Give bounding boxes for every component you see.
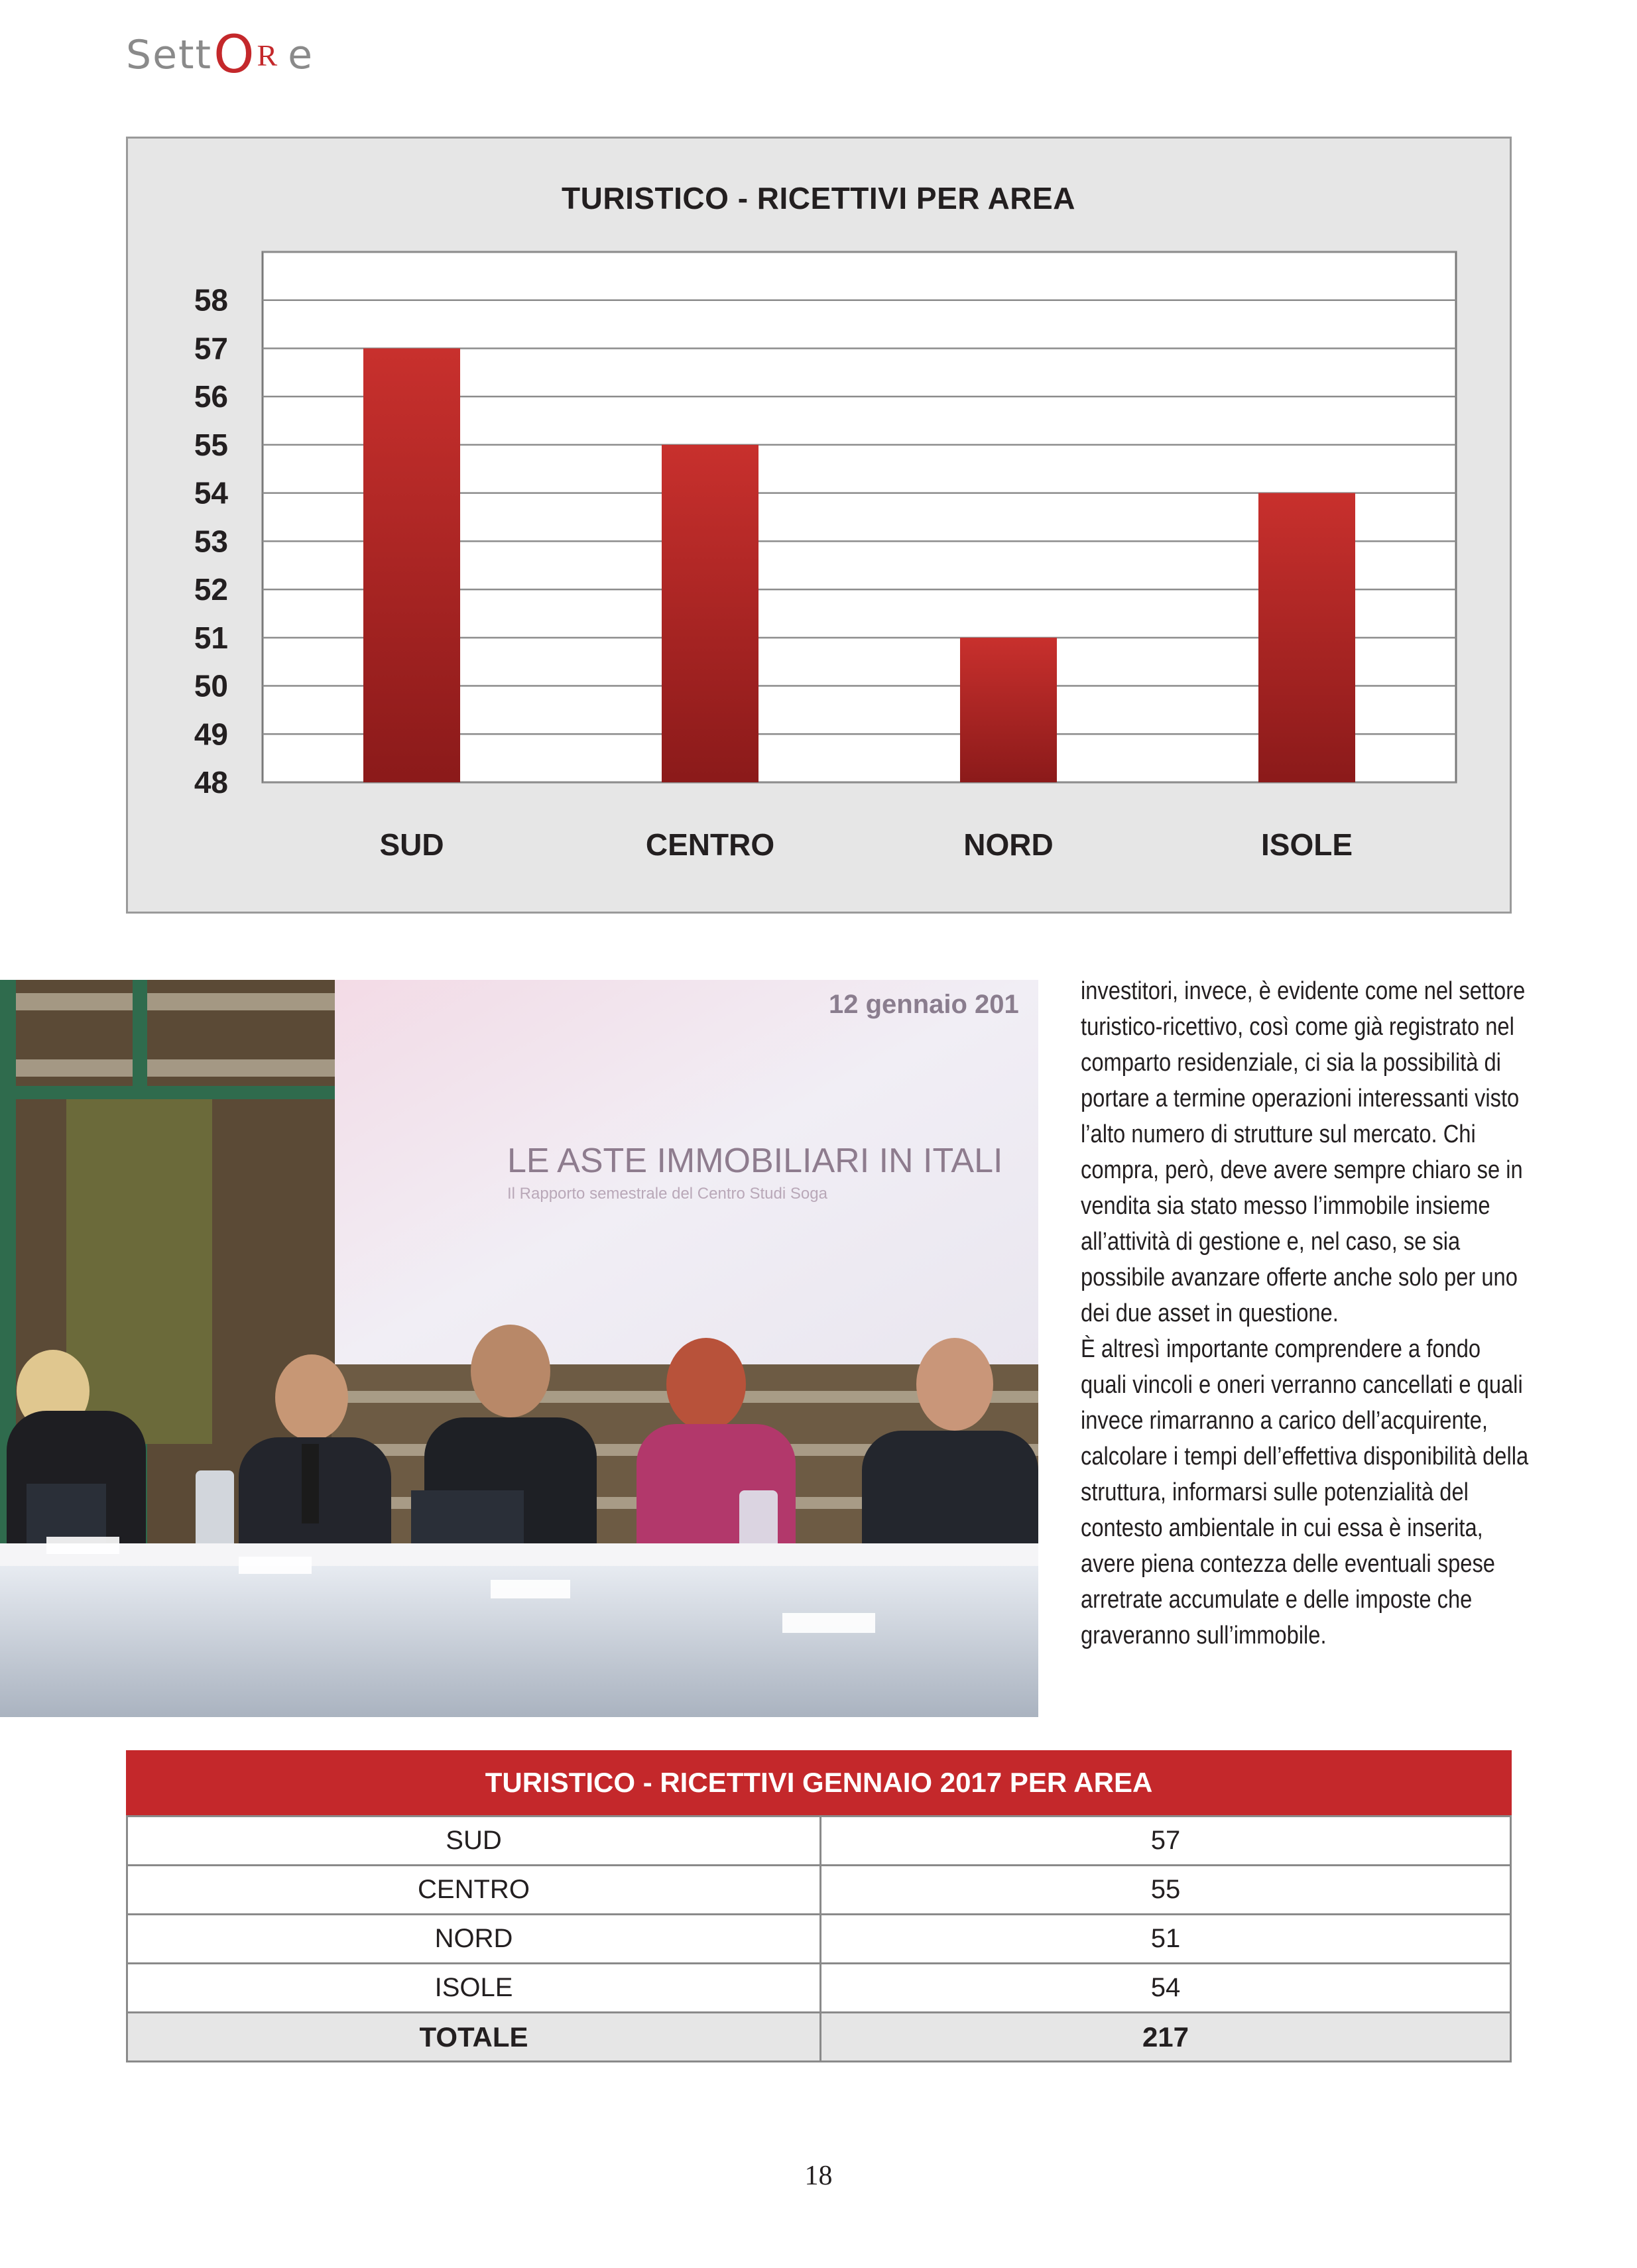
- page-number: 18: [804, 2161, 833, 2191]
- table-total-label: TOTALE: [127, 2013, 821, 2062]
- table-cell-area: ISOLE: [127, 1964, 821, 2013]
- x-category-label: SUD: [379, 827, 444, 862]
- x-category-label: ISOLE: [1260, 827, 1353, 862]
- table-row: [127, 1866, 1511, 1915]
- y-tick-label: 49: [194, 717, 228, 752]
- y-tick-label: 48: [194, 765, 228, 800]
- bar: [363, 348, 460, 782]
- svg-text:Il Rapporto semestrale del Cen: Il Rapporto semestrale del Centro Studi Soga: [507, 1185, 827, 1203]
- y-tick-label: 52: [194, 572, 228, 607]
- logo-letter-r: R: [257, 38, 279, 72]
- table-cell-area: SUD: [127, 1817, 821, 1866]
- table-row: [127, 1817, 1511, 1866]
- chart-title: TURISTICO - RICETTIVI PER AREA: [562, 181, 1075, 215]
- y-tick-label: 51: [194, 620, 228, 655]
- y-tick-label: 58: [194, 282, 228, 318]
- table-cell-value: 57: [821, 1817, 1511, 1866]
- y-tick-label: 54: [194, 475, 228, 510]
- bar: [1258, 493, 1355, 782]
- table-cell-value: 55: [821, 1866, 1511, 1915]
- logo-text-end: e: [288, 32, 314, 78]
- y-tick-label: 53: [194, 524, 228, 559]
- y-tick-label: 55: [194, 427, 228, 462]
- table-cell-area: CENTRO: [127, 1866, 821, 1915]
- y-tick-label: 50: [194, 668, 228, 703]
- table-cell-value: 54: [821, 1964, 1511, 2013]
- bar: [960, 638, 1057, 782]
- bar-chart: [0, 0, 1637, 928]
- table-total-value: 217: [821, 2013, 1511, 2062]
- article-paragraph: È altresì importante comprendere a fondo quali vincoli e oneri verranno cancellati e quali invece rimarranno a carico dell’acquirente, calcolare i tempi dell’effettiva disponibilità della struttura, informarsi sulle potenzialità del contesto ambientale in cui essa è inserita, avere piena contezza delle eventuali spese arretrate accumulate e delle imposte che graveranno sull’immobile.: [1081, 1335, 1529, 1649]
- article-body: [1081, 973, 1531, 1653]
- table-title: TURISTICO - RICETTIVI GENNAIO 2017 PER AREA: [126, 1750, 1512, 1815]
- x-category-label: CENTRO: [645, 827, 775, 862]
- table-row: [127, 1964, 1511, 2013]
- table-cell-area: NORD: [127, 1915, 821, 1964]
- data-table: [126, 1750, 1512, 2062]
- article-paragraph: investitori, invece, è evidente come nel settore turistico-ricettivo, così come già registrato nel comparto residenziale, ci sia la possibilità di portare a termine operazioni interessanti visto l’alto numero di strutture sul mercato. Chi compra, però, deve avere sempre chiaro se in vendita sia stato messo l’immobile insieme all’attività di gestione e, nel caso, se sia possibile avanzare offerte anche solo per uno dei due asset in questione.: [1081, 977, 1526, 1327]
- x-category-label: NORD: [963, 827, 1054, 862]
- logo-letter-o: O: [213, 25, 256, 85]
- svg-text:12 gennaio 201: 12 gennaio 201: [829, 990, 1019, 1019]
- conference-photo: [0, 980, 1038, 1717]
- table-total-row: [127, 2013, 1511, 2062]
- bar: [662, 445, 758, 782]
- logo-text-start: Sett: [126, 32, 213, 78]
- y-tick-label: 57: [194, 331, 228, 366]
- y-tick-label: 56: [194, 379, 228, 414]
- table-row: [127, 1915, 1511, 1964]
- table-cell-value: 51: [821, 1915, 1511, 1964]
- svg-text:LE ASTE IMMOBILIARI IN ITALI: LE ASTE IMMOBILIARI IN ITALI: [507, 1142, 1003, 1180]
